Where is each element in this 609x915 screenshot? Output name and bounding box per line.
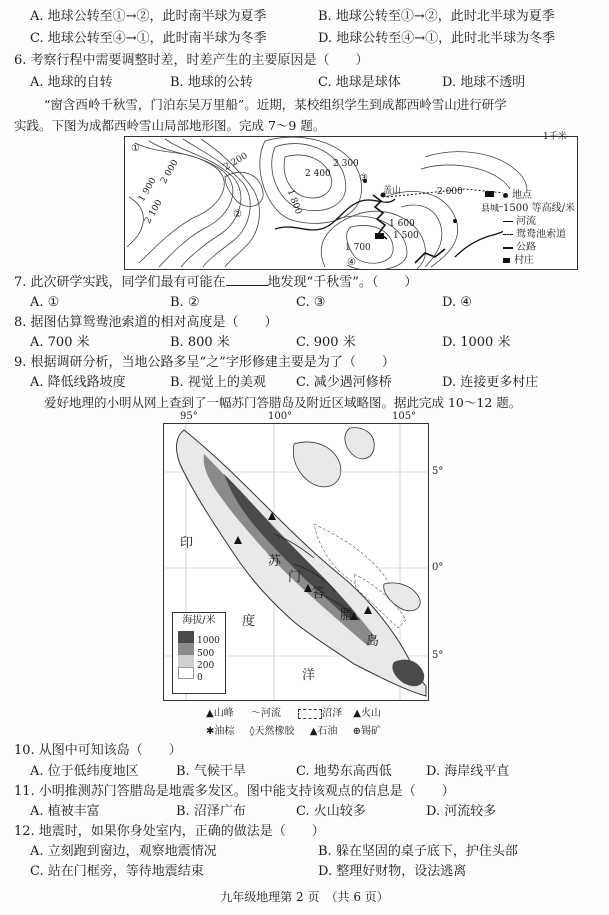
q11-option-b: B. 沼泽广布	[176, 804, 246, 819]
q8-option-c: C. 900 米	[296, 335, 356, 350]
q11-option-c: C. 火山较多	[296, 804, 366, 819]
legend-village: 村庄	[503, 254, 577, 267]
island-label-su: 苏	[268, 554, 282, 569]
map1-scale: 1千米	[543, 132, 567, 142]
ocean-label-yang: 洋	[302, 668, 316, 683]
contour-label: 1 900	[137, 176, 159, 204]
island-label-da: 答	[312, 586, 326, 601]
contour-label: 1 800	[284, 188, 303, 216]
swamp-icon	[298, 709, 322, 719]
ocean-label-yin: 印	[180, 536, 194, 551]
contour-label: 2 000	[159, 158, 181, 186]
q6-option-a: A. 地球的自转	[30, 75, 113, 90]
q12-option-b: B. 躲在坚固的桌子底下，护住头部	[318, 844, 518, 859]
river-icon: ～	[250, 708, 261, 719]
sumatra-map	[163, 423, 429, 701]
q12-option-a: A. 立刻跑到窗边，观察地震情况	[30, 844, 217, 859]
contour-label: 1 500	[393, 231, 419, 241]
q7-option-c: C. ③	[296, 295, 326, 310]
map2-legend-row1: ▲山峰 ～河流 沼泽 ▲火山	[206, 708, 381, 719]
q11-stem: 11. 小明推测苏门答腊岛是地震多发区。图中能支持该观点的信息是（ ）	[14, 784, 455, 799]
marker-3: ③	[359, 173, 368, 184]
oil-palm-icon: ✱	[206, 726, 215, 737]
lon-100: 100°	[268, 411, 293, 422]
topographic-map	[124, 132, 578, 270]
q9-option-b: B. 视觉上的美观	[170, 375, 266, 390]
q8-option-a: A. 700 米	[30, 335, 90, 350]
lat-0: 0°	[432, 562, 444, 573]
intro-7-9-line2: 实践。下图为成都西岭雪山局部地形图。完成 7～9 题。	[14, 118, 326, 133]
marker-4: ④	[347, 257, 356, 268]
q12-option-d: D. 整理好财物，设法逃离	[318, 864, 467, 879]
q8-option-d: D. 1000 米	[442, 335, 511, 350]
q5-option-c: C. 地球公转至④→①，此时南半球为冬季	[30, 31, 267, 46]
legend-river: 河流	[503, 215, 577, 228]
q11-option-a: A. 植被丰富	[30, 804, 100, 819]
q7-stem: 7. 此次研学实践，同学们最有可能在 地发现“千秋雪”。（ ）	[14, 275, 418, 290]
island-label-men: 门	[288, 570, 302, 585]
elevation-legend	[172, 612, 226, 694]
q10-stem: 10. 从图中可知该岛（ ）	[14, 743, 182, 758]
elevation-swatch	[178, 643, 194, 655]
elevation-value: 500	[197, 649, 215, 659]
legend-cableway: 鸳鸯池索道	[503, 228, 577, 241]
intro-10-12: 爱好地理的小明从网上查到了一幅苏门答腊岛及附近区域略图。据此完成 10～12 题。	[44, 395, 522, 410]
q10-option-d: D. 海岸线平直	[426, 764, 510, 779]
q10-option-a: A. 位于低纬度地区	[30, 764, 139, 779]
q8-stem: 8. 据图估算鸳鸯池索道的相对高度是（ ）	[14, 315, 278, 330]
q8-option-b: B. 800 米	[170, 335, 230, 350]
elevation-value: 1000	[197, 636, 220, 646]
q5-option-b: B. 地球公转至①→②，此时北半球为夏季	[318, 9, 555, 24]
island-label-la: 腊	[340, 608, 354, 623]
marker-2: ②	[233, 209, 242, 220]
lon-95: 95°	[180, 411, 198, 422]
rubber-icon: ◊	[249, 726, 255, 737]
peak-icon: ▲	[206, 708, 214, 719]
contour-label: 2 000	[437, 187, 463, 197]
intro-7-9-line1: “窗含西岭千秋雪，门泊东吴万里船”。近期，某校组织学生到成都西岭雪山进行研学	[44, 97, 507, 112]
contour-label: 2 400	[305, 169, 331, 179]
page-footer: 九年级地理第 2 页 （共 6 页）	[220, 890, 389, 904]
q7-option-d: D. ④	[442, 295, 472, 310]
q6-option-b: B. 地球的公转	[170, 75, 253, 90]
elevation-legend-title: 海拔/米	[182, 615, 216, 626]
q7-option-b: B. ②	[170, 295, 200, 310]
tin-icon: ⊕	[352, 726, 361, 737]
map1-legend	[503, 189, 577, 267]
q9-option-d: D. 连接更多村庄	[442, 375, 539, 390]
contour-label: 1 700	[345, 243, 371, 253]
contour-label: 2 200	[222, 151, 250, 173]
lon-105: 105°	[392, 411, 417, 422]
q5-option-a: A. 地球公转至①→②，此时南半球为夏季	[30, 9, 267, 24]
q12-option-c: C. 站在门框旁，等待地震结束	[30, 864, 204, 879]
marker-1: ①	[131, 143, 140, 154]
elevation-value: 200	[197, 661, 215, 671]
q7-blank	[226, 274, 268, 286]
ocean-label-du: 度	[242, 614, 256, 629]
elevation-swatch	[178, 655, 194, 667]
contour-label: 1 600	[389, 219, 415, 229]
legend-road: 公路	[503, 241, 577, 254]
legend-contour: 1500 等高线/米	[503, 203, 575, 214]
q9-stem: 9. 根据调研分析，当地公路多呈“之”字形修建主要是为了（ ）	[14, 355, 395, 370]
q12-stem: 12. 地震时，如果你身处室内，正确的做法是（ ）	[14, 824, 325, 839]
lat-5n: 5°	[432, 466, 444, 477]
oil-icon: ▲	[309, 726, 318, 737]
place-label: 县城	[481, 204, 500, 214]
q9-option-c: C. 减少遇河修桥	[296, 375, 392, 390]
q6-option-d: D. 地球不透明	[442, 75, 526, 90]
elevation-swatch	[178, 631, 194, 643]
q10-option-c: C. 地势东高西低	[296, 764, 392, 779]
lat-5s: 5°	[432, 650, 444, 661]
elevation-swatch	[178, 667, 194, 679]
q11-option-d: D. 河流较多	[426, 804, 497, 819]
volcano-icon: ▲	[353, 708, 361, 719]
island-label-dao: 岛	[366, 634, 380, 649]
q10-option-b: B. 气候干旱	[176, 764, 246, 779]
elevation-value: 0	[197, 673, 203, 683]
map2-legend-row2: ✱油棕 ◊天然橡胶 ▲石油 ⊕锡矿	[206, 726, 381, 737]
legend-point: 地点	[503, 189, 577, 202]
q6-stem: 6. 考察行程中需要调整时差，时差产生的主要原因是（ ）	[14, 53, 369, 68]
contour-label: 2 300	[333, 159, 359, 169]
q6-option-c: C. 地球是球体	[318, 75, 401, 90]
q9-option-a: A. 降低线路坡度	[30, 375, 126, 390]
contour-label: 2 100	[143, 198, 165, 226]
q5-option-d: D. 地球公转至④→①，此时北半球为冬季	[318, 31, 556, 46]
q7-option-a: A. ①	[30, 295, 60, 310]
peak-label: 盖山	[383, 186, 402, 196]
